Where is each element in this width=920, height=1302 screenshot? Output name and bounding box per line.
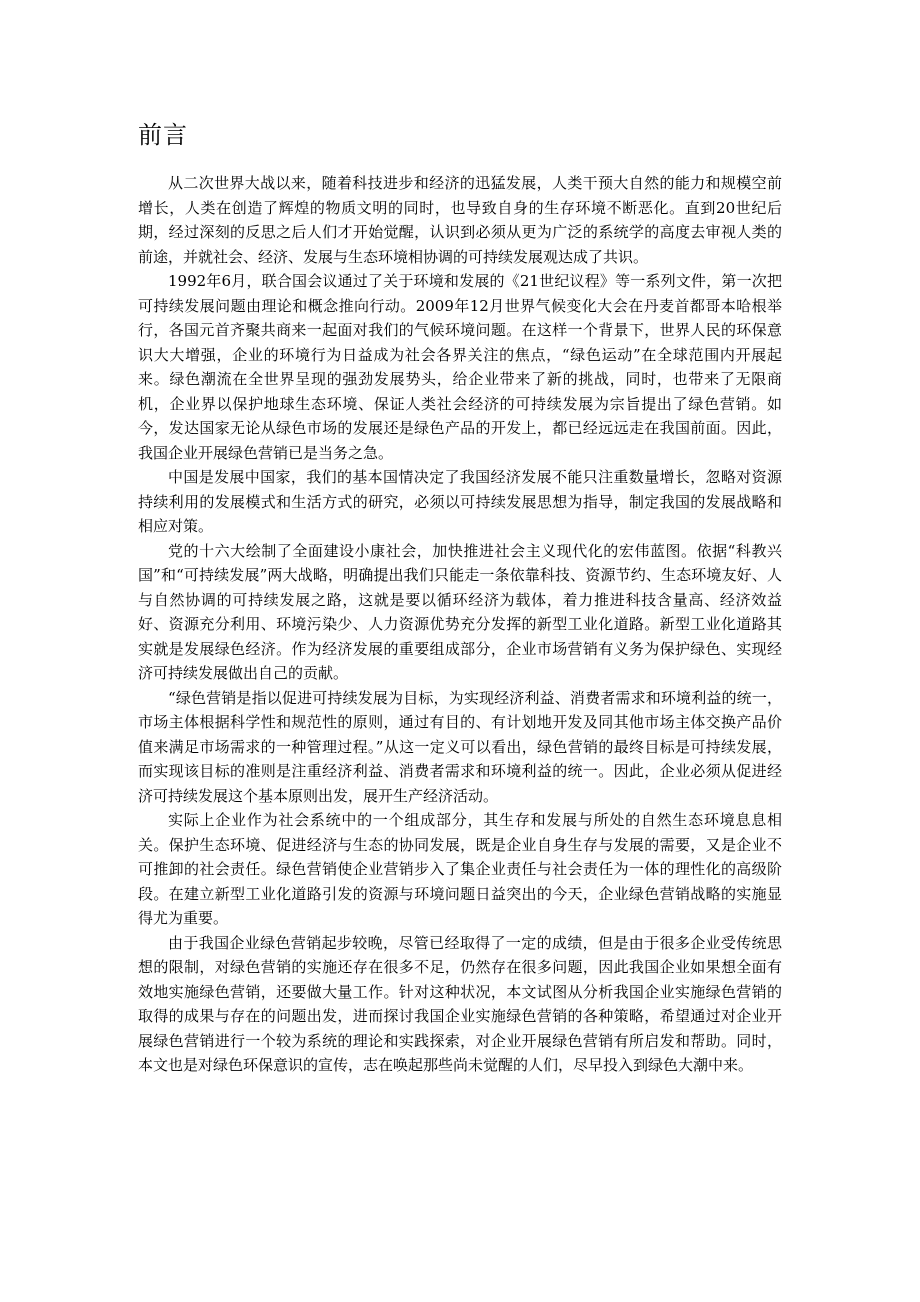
paragraph-1: 从二次世界大战以来，随着科技进步和经济的迅猛发展，人类干预大自然的能力和规模空前增长，人类在创造了辉煌的物质文明的同时，也导致自身的生存环境不断恶化。直到20世纪后期，经过深刻的反思之后人们才开始觉醒，认识到必须从更为广泛的系统学的高度去审视人类的前途，并就社会、经济、发展与生态环境相协调的可持续发展观达成了共识。 bbox=[138, 174, 782, 266]
paragraph-5: “绿色营销是指以促进可持续发展为目标，为实现经济利益、消费者需求和环境利益的统一，市场主体根据科学性和规范性的原则，通过有目的、有计划地开发及同其他市场主体交换产品价值来满足市场需求的一种管理过程。”从这一定义可以看出，绿色营销的最终目标是可持续发展，而实现该目标的准则是注重经济利益、消费者需求和环境利益的统一。因此，企业必须从促进经济可持续发展这个基本原则出发，展开生产经济活动。 bbox=[138, 688, 782, 805]
paragraph-4: 党的十六大绘制了全面建设小康社会，加快推进社会主义现代化的宏伟蓝图。依据“科教兴国”和“可持续发展”两大战略，明确提出我们只能走一条依靠科技、资源节约、生态环境友好、人与自然协调的可持续发展之路，这就是要以循环经济为载体，着力推进科技含量高、经济效益好、资源充分利用、环境污染少、人力资源优势充分发挥的新型工业化道路。新型工业化道路其实就是发展绿色经济。作为经济发展的重要组成部分，企业市场营销有义务为保护绿色、实现经济可持续发展做出自己的贡献。 bbox=[138, 541, 782, 682]
paragraph-3: 中国是发展中国家，我们的基本国情决定了我国经济发展不能只注重数量增长，忽略对资源持续利用的发展模式和生活方式的研究，必须以可持续发展思想为指导，制定我国的发展战略和相应对策。 bbox=[138, 468, 782, 535]
paragraph-7: 由于我国企业绿色营销起步较晚，尽管已经取得了一定的成绩，但是由于很多企业受传统思想的限制，对绿色营销的实施还存在很多不足，仍然存在很多问题，因此我国企业如果想全面有效地实施绿色营销，还要做大量工作。针对这种状况，本文试图从分析我国企业实施绿色营销的取得的成果与存在的问题出发，进而探讨我国企业实施绿色营销的各种策略，希望通过对企业开展绿色营销进行一个较为系统的理论和实践探索，对企业开展绿色营销有所启发和帮助。同时，本文也是对绿色环保意识的宣传，志在唤起那些尚未觉醒的人们，尽早投入到绿色大潮中来。 bbox=[138, 933, 782, 1074]
page-title: 前言 bbox=[138, 121, 188, 149]
paragraph-2: 1992年6月，联合国会议通过了关于环境和发展的《21世纪议程》等一系列文件，第一次把可持续发展问题由理论和概念推向行动。2009年12月世界气候变化大会在丹麦首都哥本哈根举行，各国元首齐聚共商来一起面对我们的气候环境问题。在这样一个背景下，世界人民的环保意识大大增强，企业的环境行为日益成为社会各界关注的焦点，“绿色运动”在全球范围内开展起来。绿色潮流在全世界呈现的强劲发展势头，给企业带来了新的挑战，同时，也带来了无限商机，企业界以保护地球生态环境、保证人类社会经济的可持续发展为宗旨提出了绿色营销。如今，发达国家无论从绿色市场的发展还是绿色产品的开发上，都已经远远走在我国前面。因此，我国企业开展绿色营销已是当务之急。 bbox=[138, 272, 782, 462]
body-text bbox=[138, 171, 782, 1078]
paragraph-6: 实际上企业作为社会系统中的一个组成部分，其生存和发展与所处的自然生态环境息息相关。保护生态环境、促进经济与生态的协同发展，既是企业自身生存与发展的需要，又是企业不可推卸的社会责任。绿色营销使企业营销步入了集企业责任与社会责任为一体的理性化的高级阶段。在建立新型工业化道路引发的资源与环境问题日益突出的今天，企业绿色营销战略的实施显得尤为重要。 bbox=[138, 811, 782, 927]
